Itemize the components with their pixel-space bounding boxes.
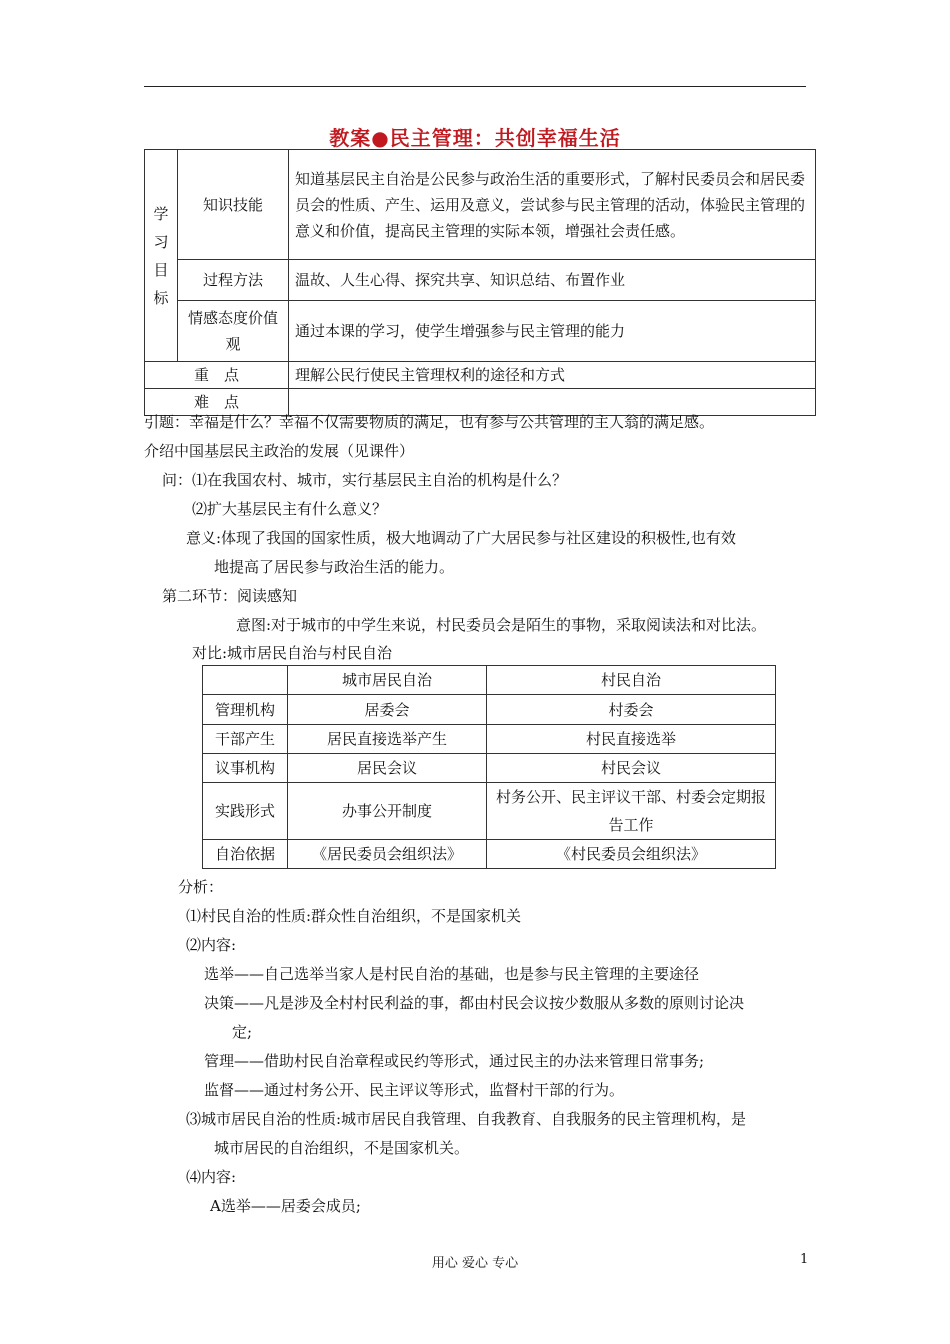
key-point: 理解公民行使民主管理权利的途径和方式 bbox=[289, 362, 816, 389]
page-title: 教案●民主管理：共创幸福生活 bbox=[329, 126, 621, 150]
text-line: 对比:城市居民自治与村民自治 bbox=[192, 644, 393, 662]
table-header-cell: 城市居民自治 bbox=[288, 666, 487, 695]
key-point-label: 重 点 bbox=[145, 362, 289, 389]
group-label: 学习目标 bbox=[153, 204, 169, 307]
table-cell: 《居民委员会组织法》 bbox=[288, 840, 487, 869]
table-row bbox=[203, 754, 776, 783]
row-label: 管理机构 bbox=[203, 695, 288, 725]
text-line: 问：⑴在我国农村、城市，实行基层民主自治的机构是什么？ bbox=[162, 471, 568, 489]
row-label: 实践形式 bbox=[203, 783, 288, 840]
section-heading: 分析： bbox=[178, 878, 224, 896]
text-line: 意图:对于城市的中学生来说，村民委员会是陌生的事物，采取阅读法和对比法。 bbox=[236, 616, 767, 634]
row-label: 自治依据 bbox=[203, 840, 288, 869]
text-line: 介绍中国基层民主政治的发展（见课件） bbox=[144, 442, 415, 460]
table-header-cell: 村民自治 bbox=[487, 666, 776, 695]
text-line: 定; bbox=[232, 1023, 253, 1041]
objective-content: 通过本课的学习，使学生增强参与民主管理的能力 bbox=[289, 301, 816, 362]
text-line: 管理——借助村民自治章程或民约等形式，通过民主的办法来管理日常事务; bbox=[204, 1052, 705, 1070]
table-cell: 居委会 bbox=[288, 695, 487, 725]
objective-content: 温故、人生心得、探究共享、知识总结、布置作业 bbox=[289, 260, 816, 301]
row-label: 干部产生 bbox=[203, 725, 288, 754]
text-line: 引题：幸福是什么？幸福不仅需要物质的满足，也有参与公共管理的主人翁的满足感。 bbox=[144, 413, 715, 431]
difficulty-label: 难 点 bbox=[145, 389, 289, 416]
section-heading: 第二环节：阅读感知 bbox=[162, 587, 298, 605]
objectives-table bbox=[144, 149, 816, 416]
table-row bbox=[203, 783, 776, 840]
table-cell: 居民会议 bbox=[288, 754, 487, 783]
table-cell: 村民直接选举 bbox=[487, 725, 776, 754]
group-label-cell bbox=[145, 150, 178, 362]
text-line: 决策——凡是涉及全村村民利益的事，都由村民会议按少数服从多数的原则讨论决 bbox=[204, 994, 745, 1012]
table-cell: 村民会议 bbox=[487, 754, 776, 783]
row-label: 议事机构 bbox=[203, 754, 288, 783]
table-header-cell bbox=[203, 666, 288, 695]
text-line: ⑴村民自治的性质:群众性自治组织，不是国家机关 bbox=[186, 907, 522, 925]
table-row bbox=[203, 695, 776, 725]
text-line: ⑵扩大基层民主有什么意义？ bbox=[192, 500, 388, 518]
table-cell: 办事公开制度 bbox=[288, 783, 487, 840]
objective-label: 知识技能 bbox=[178, 150, 289, 260]
table-row bbox=[203, 725, 776, 754]
text-line: 监督——通过村务公开、民主评议等形式，监督村干部的行为。 bbox=[204, 1081, 625, 1099]
page-number: 1 bbox=[800, 1252, 809, 1267]
objective-label: 过程方法 bbox=[178, 260, 289, 301]
objective-content: 知道基层民主自治是公民参与政治生活的重要形式，了解村民委员会和居民委员会的性质、产生、运用及意义，尝试参与民主管理的活动，体验民主管理的意义和价值，提高民主管理的实际本领，增强社会责任感。 bbox=[289, 150, 816, 260]
page-footer: 用心 爱心 专心 bbox=[431, 1256, 519, 1271]
text-line: ⑷内容: bbox=[186, 1168, 237, 1186]
table-cell: 《村民委员会组织法》 bbox=[487, 840, 776, 869]
text-line: 选举——自己选举当家人是村民自治的基础，也是参与民主管理的主要途径 bbox=[204, 965, 700, 983]
header-rule bbox=[144, 86, 806, 87]
table-cell: 居民直接选举产生 bbox=[288, 725, 487, 754]
table-cell: 村委会 bbox=[487, 695, 776, 725]
text-line: 意义:体现了我国的国家性质，极大地调动了广大居民参与社区建设的积极性,也有效 bbox=[186, 529, 736, 547]
objective-label: 情感态度价值观 bbox=[178, 301, 289, 362]
comparison-table bbox=[202, 665, 776, 869]
text-line: A选举——居委会成员; bbox=[210, 1197, 361, 1215]
table-cell: 村务公开、民主评议干部、村委会定期报告工作 bbox=[487, 783, 776, 840]
text-line: 城市居民的自治组织，不是国家机关。 bbox=[214, 1139, 470, 1157]
text-line: ⑶城市居民自治的性质:城市居民自我管理、自我教育、自我服务的民主管理机构，是 bbox=[186, 1110, 747, 1128]
text-line: 地提高了居民参与政治生活的能力。 bbox=[214, 558, 455, 576]
text-line: ⑵内容: bbox=[186, 936, 237, 954]
table-row bbox=[203, 840, 776, 869]
